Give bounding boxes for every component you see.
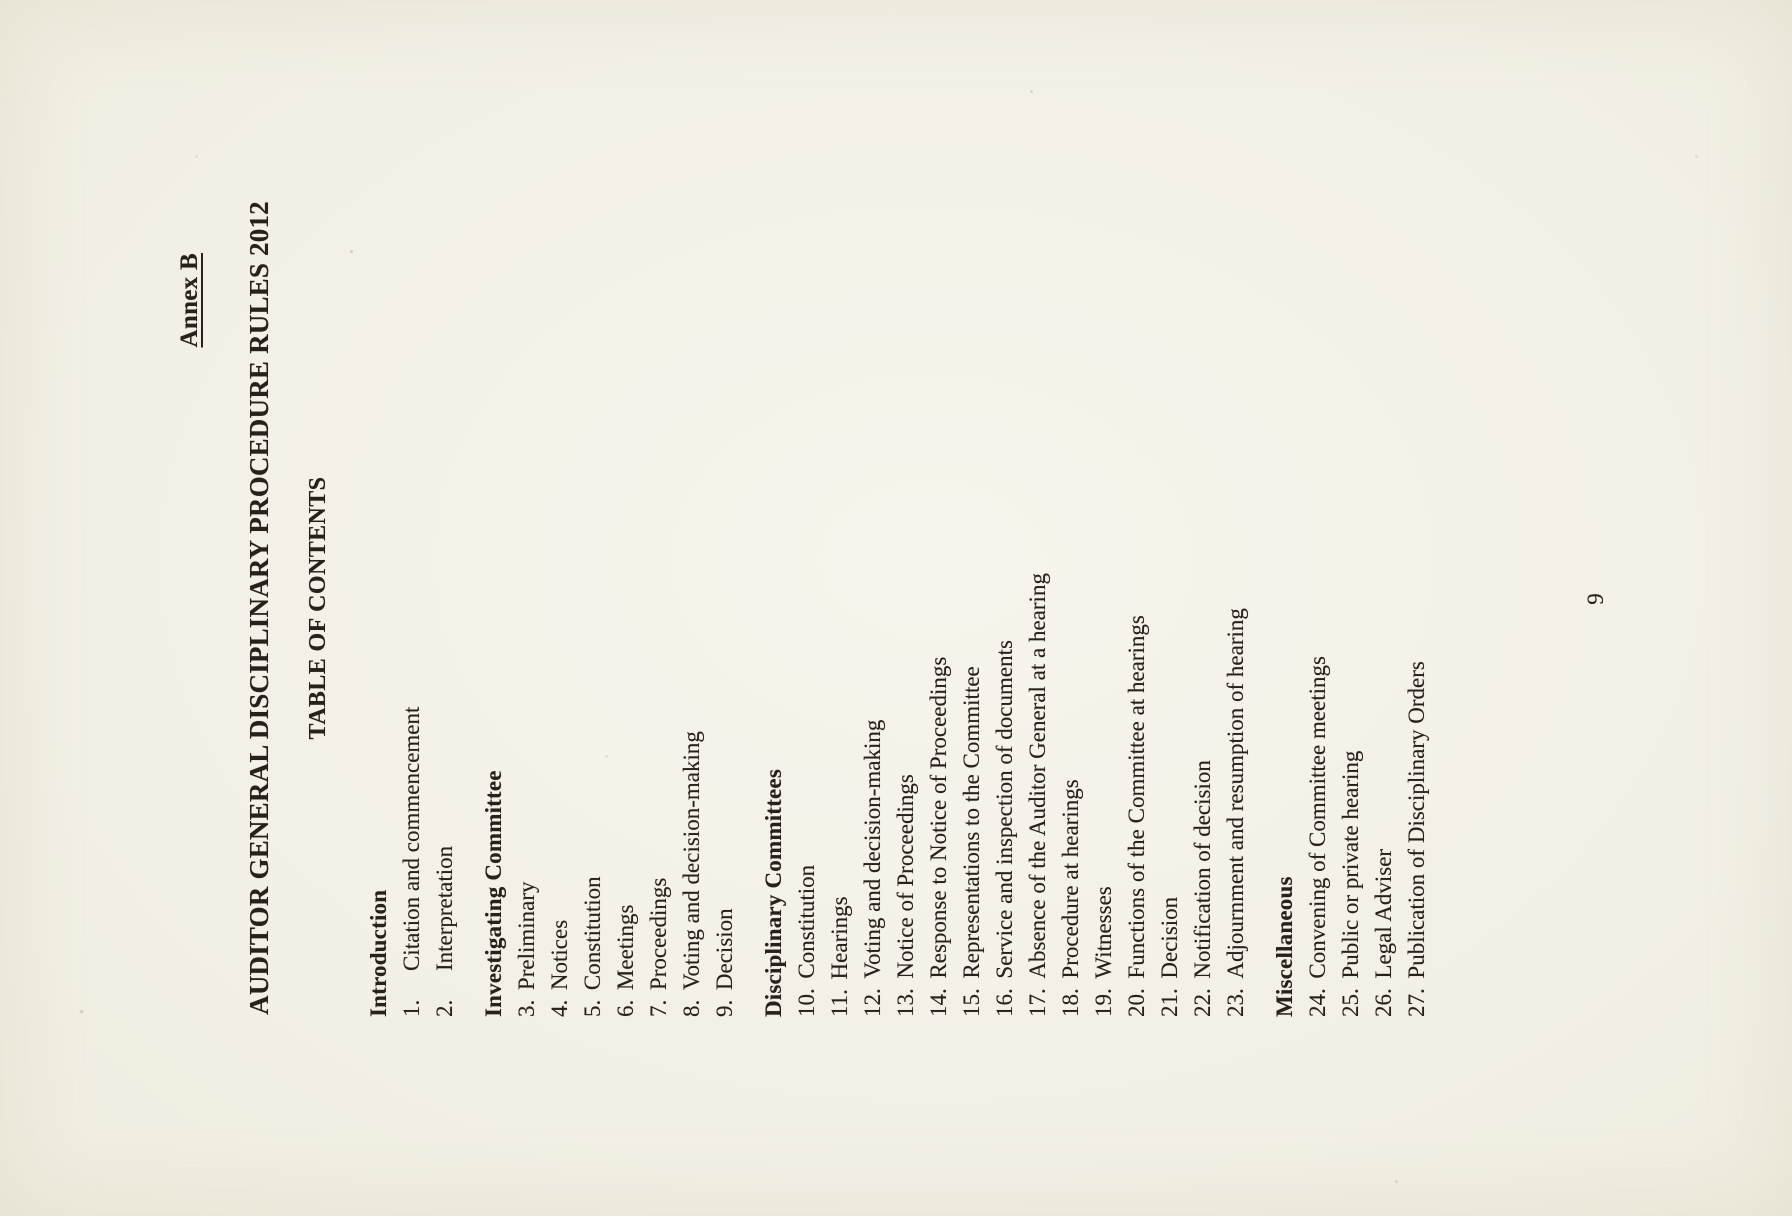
item-number: 12. (860, 988, 885, 1017)
toc-item (642, 137, 675, 1017)
item-label: Interpretation (432, 845, 457, 972)
item-number: 19. (1091, 988, 1116, 1017)
item-number: 7. (646, 999, 671, 1017)
item-number: 3. (514, 999, 539, 1017)
item-number: 17. (1025, 988, 1050, 1017)
item-label: Voting and decision-making (679, 731, 704, 991)
toc-item (675, 137, 708, 1017)
toc-item (543, 137, 576, 1017)
item-label: Notices (547, 919, 572, 991)
toc-item (856, 137, 889, 1017)
toc-item (609, 137, 642, 1017)
item-label: Constitution (580, 876, 605, 991)
item-label: Convening of Committee meetings (1305, 655, 1330, 979)
item-label: Public or private hearing (1338, 750, 1363, 979)
item-number: 21. (1157, 988, 1182, 1017)
item-label: Notice of Proceedings (893, 774, 918, 979)
toc-item (1153, 137, 1186, 1017)
item-label: Absence of the Auditor General at a hearing (1025, 573, 1050, 979)
item-number: 25. (1338, 988, 1363, 1017)
item-number: 1. (399, 999, 424, 1017)
item-number: 15. (959, 988, 984, 1017)
item-label: Publication of Disciplinary Orders (1404, 661, 1429, 979)
item-label: Procedure at hearings (1058, 779, 1083, 979)
item-number: 16. (992, 988, 1017, 1017)
item-label: Response to Notice of Proceedings (926, 656, 951, 979)
item-label: Witnesses (1091, 886, 1116, 979)
item-number: 2. (432, 999, 457, 1017)
toc-item (1186, 137, 1219, 1017)
section-heading: Investigating Committee (481, 770, 506, 1017)
toc-section (1268, 137, 1433, 1017)
item-label: Meetings (613, 904, 638, 991)
toc-section (757, 137, 1252, 1017)
item-number: 20. (1124, 988, 1149, 1017)
item-number: 11. (827, 989, 852, 1017)
toc-item (922, 137, 955, 1017)
item-number: 13. (893, 988, 918, 1017)
item-label: Service and inspection of documents (992, 640, 1017, 979)
toc-item (889, 137, 922, 1017)
item-number: 9. (712, 999, 737, 1017)
toc-section (477, 137, 741, 1017)
item-label: Voting and decision-making (860, 719, 885, 979)
toc-item (1367, 137, 1400, 1017)
toc-item (1219, 137, 1252, 1017)
toc-item (823, 137, 856, 1017)
item-number: 10. (794, 988, 819, 1017)
toc-item (955, 137, 988, 1017)
table-of-contents-heading: TABLE OF CONTENTS (305, 476, 331, 740)
item-number: 18. (1058, 988, 1083, 1017)
item-number: 8. (679, 999, 704, 1017)
toc-item (395, 137, 428, 1017)
item-label: Decision (1157, 896, 1182, 979)
item-number: 24. (1305, 988, 1330, 1017)
toc-item (428, 137, 461, 1017)
toc-item (1120, 137, 1153, 1017)
item-number: 6. (613, 999, 638, 1017)
item-label: Preliminary (514, 881, 539, 991)
toc-item (1054, 137, 1087, 1017)
toc-section (362, 137, 461, 1017)
toc-item (1334, 137, 1367, 1017)
section-heading: Miscellaneous (1272, 876, 1297, 1017)
item-label: Adjournment and resumption of hearing (1223, 608, 1248, 979)
item-number: 14. (926, 988, 951, 1017)
item-number: 5. (580, 999, 605, 1017)
toc-item (1301, 137, 1334, 1017)
item-label: Functions of the Committee at hearings (1124, 615, 1149, 979)
item-label: Decision (712, 908, 737, 991)
toc-body (362, 137, 1433, 1017)
item-label: Notification of decision (1190, 760, 1215, 979)
section-heading: Disciplinary Committees (761, 769, 786, 1017)
item-label: Representations to the Committee (959, 666, 984, 979)
item-label: Proceedings (646, 877, 671, 991)
item-number: 4. (547, 999, 572, 1017)
item-label: Legal Adviser (1371, 848, 1396, 979)
toc-item (988, 137, 1021, 1017)
toc-item (576, 137, 609, 1017)
item-number: 22. (1190, 988, 1215, 1017)
toc-item (510, 137, 543, 1017)
item-number: 26. (1371, 988, 1396, 1017)
annex-label: Annex B (176, 253, 203, 348)
item-label: Citation and commencement (399, 706, 424, 972)
page-number: 9 (1583, 593, 1608, 605)
item-label: Constitution (794, 864, 819, 979)
section-heading: Introduction (366, 889, 391, 1017)
item-number: 27. (1404, 988, 1429, 1017)
toc-item (1400, 137, 1433, 1017)
toc-item (708, 137, 741, 1017)
item-label: Hearings (827, 896, 852, 980)
toc-item (1021, 137, 1054, 1017)
toc-item (1087, 137, 1120, 1017)
toc-item (790, 137, 823, 1017)
page-title: AUDITOR GENERAL DISCIPLINARY PROCEDURE RULES 2012 (244, 201, 274, 1015)
item-number: 23. (1223, 988, 1248, 1017)
